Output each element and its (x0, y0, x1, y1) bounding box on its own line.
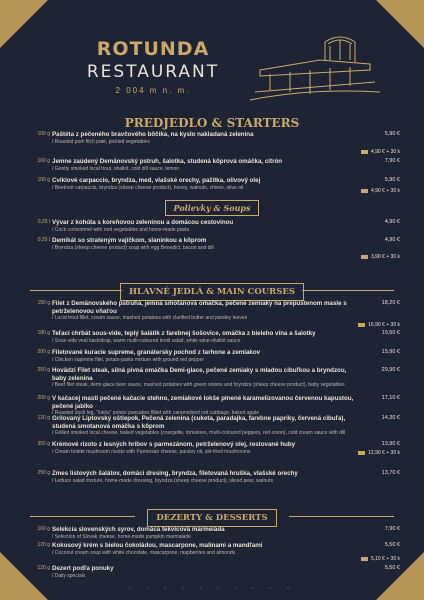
menu-item (0, 131, 424, 145)
menu-item-portion: 100 g (37, 526, 50, 532)
menu-item-description: / Selection of Slovak cheese, home-made pumpkin marmalade (52, 533, 191, 540)
menu-item (0, 349, 424, 363)
half-portion-icon (361, 150, 368, 154)
half-portion-price-text: 4,90 € + 30 k (370, 149, 400, 155)
half-portion-price-text: 12,90 € + 30 k (368, 450, 400, 456)
menu-item (0, 237, 424, 251)
menu-item-portion: 0,25 l (37, 219, 50, 225)
brand-block (68, 38, 238, 95)
menu-item-price: 17,10 € (381, 395, 400, 401)
half-portion-price-text: 4,90 € + 30 k (370, 188, 400, 194)
menu-item-name: Paštéta z pečeného bravčového bôčika, na kyslo nakladaná zelenina (52, 131, 254, 138)
menu-item-portion: 100 g (37, 158, 50, 164)
menu-item-name: Teľací chrbát sous-vide, teplý šalátik z farebnej šošovice, omáčka z bieleho vína a šalotky (52, 330, 316, 337)
menu-item-description: / Local trout fillet, cream sauce, mashed potatoes with clarified butter and parsley leaves (52, 315, 248, 321)
menu-item (0, 330, 424, 344)
menu-item-portion: 250 g (37, 367, 50, 373)
rotunda-building-illustration (250, 30, 380, 110)
menu-item-name: Zmes listových šalátov, domáci dresing, bryndza, filetovaná hruška, vlašské orechy (52, 470, 298, 477)
menu-item-name: Krémové rizoto z lesných hríbov s parmezánom, petrželenový olej, restované huby (52, 441, 296, 448)
menu-item-description: / Cream bolete mushroom risotto with Parmesan cheese, parsley oil, stir-fried mushrooms (52, 448, 251, 455)
menu-item (0, 526, 424, 540)
half-portion-price (330, 556, 400, 562)
menu-item-description: / Cock consommé with root vegetables and home-made pasta (52, 226, 190, 233)
menu-item (0, 415, 424, 439)
section-title-desserts: DEZERTY & DESSERTS (147, 509, 276, 527)
restaurant-subtitle: RESTAURANT (86, 62, 220, 82)
menu-item-portion: 200 g (37, 395, 50, 401)
menu-header (0, 30, 424, 110)
menu-item-name: Hovädzí Filet steak, silná pivná omáčka Demi-glace, pečené zemiaky s mladou cibuľkou a bryndzou, baby zelenina (52, 367, 347, 382)
section-title-starters: PREDJEDLO & STARTERS (124, 116, 300, 130)
half-portion-price (330, 149, 400, 155)
half-portion-price-text: 5,10 € + 30 k (370, 556, 400, 562)
half-portion-icon (358, 451, 365, 455)
menu-item-price: 29,90 € (381, 367, 400, 373)
menu-item (0, 470, 424, 484)
menu-item (0, 300, 424, 321)
menu-item (0, 219, 424, 233)
menu-item-description: / Sous-vide veal backstrap, warm multi-coloured lentil salad, white wine-shallot sauce (52, 337, 241, 344)
menu-item-price: 19,50 € (381, 330, 400, 336)
menu-item-portion: 100 g (37, 131, 50, 137)
menu-item-price: 5,90 € (384, 131, 400, 137)
section-title-soups-wrapper (0, 198, 424, 216)
menu-item-name: Cviklové carpaccio, bryndza, med, vlašské orechy, pažítka, olivový olej (52, 177, 261, 184)
menu-item-price: 14,30 € (381, 415, 400, 421)
half-portion-icon (358, 323, 365, 327)
menu-item-price: 5,50 € (384, 565, 400, 571)
menu-item-name: Dezert podľa ponuky (52, 565, 114, 572)
footer-pattern: ✦ ✦ ✦ ✦ ✦ ✦ ✦ ✦ ✦ ✦ (127, 586, 297, 592)
menu-item-price: 13,90 € (381, 441, 400, 447)
menu-item-description: / Coconut cream soup with white chocolate, mascarpone, raspberries and almonds (52, 549, 236, 556)
menu-item-description: / Roasted duck leg, "lokša" potato pancakes filled with caramelised red cabbage, baked apple (52, 410, 260, 416)
restaurant-name: ROTUNDA (96, 38, 210, 60)
menu-item-description: / Beef filet steak, demi-glace beer sauce, mashed potatoes with green onions and bryndza (sheep cheese product), baby vegetables (52, 382, 345, 388)
menu-item (0, 158, 424, 172)
menu-item-description: / Chicken supreme filet, potato-pasta mixture with ground red pepper (52, 356, 205, 363)
menu-item-name: Filet z Demänovského pstruha, jemná smotanová omáčka, pečené zemiaky na prepustenom masle s petrželenovou vňaťou (52, 300, 347, 315)
menu-item-description: / Beetroot carpaccio, bryndza (sheep cheese product), honey, walnuts, chives, olive oil (52, 184, 244, 191)
menu-item (0, 395, 424, 416)
half-portion-price (330, 254, 400, 260)
menu-item-price: 15,90 € (381, 349, 400, 355)
half-portion-price-text: 16,90 € + 30 k (368, 322, 400, 328)
menu-item-name: Grilovaný Liptovský oštiepok, Pečená zelenina (cuketa, paradajka, farebne papriky, červená cibuľa), studená smotanová omáčka s kôprom (52, 415, 346, 430)
altitude-label: 2 004 m n. m. (115, 86, 191, 95)
menu-item-description: / Lettuce salad mixture, home-made dressing, bryndza (sheep cheese product), sliced pear, walnuts (52, 477, 273, 484)
menu-item-description: / Gently smoked local trout, shallot, cold dill sauce, lemon (52, 165, 180, 172)
menu-item-portion: 0,25 l (37, 237, 50, 243)
menu-item-portion: 150 g (37, 300, 50, 306)
half-portion-price (330, 322, 400, 328)
menu-item-price: 7,90 € (384, 526, 400, 532)
menu-item-portion: 350 g (37, 441, 50, 447)
section-title-mains: HLAVNÉ JEDLÁ & MAIN COURSES (120, 283, 304, 301)
menu-item (0, 542, 424, 556)
menu-item-portion: 100 g (37, 177, 50, 183)
half-portion-price-text: 3,90 € + 30 k (370, 254, 400, 260)
menu-item (0, 367, 424, 391)
menu-item-name: Demikát so strateným vajíčkom, slaninkou a kôprom (52, 237, 207, 244)
menu-item-price: 18,20 € (381, 300, 400, 306)
menu-item-name: Kokosový krém s bielou čokoládou, mascarpone, malinami a mandľami (52, 542, 263, 549)
section-title-desserts-wrapper (0, 507, 424, 527)
menu-item-portion: 200 g (37, 349, 50, 355)
menu-item-price: 13,70 € (381, 470, 400, 476)
menu-item-price: 4,90 € (384, 219, 400, 225)
menu-item-portion: 120 g (37, 415, 50, 421)
menu-item-price: 5,90 € (384, 177, 400, 183)
menu-item-price: 7,90 € (384, 158, 400, 164)
half-portion-icon (361, 189, 368, 193)
menu-item-portion: 120 g (37, 565, 50, 571)
half-portion-price (330, 450, 400, 456)
menu-item-name: Selekcia slovenských syrov, domáca tekvicová marmeláda (52, 526, 225, 533)
menu-item-name: V kačacej masti pečené kačacie stehno, zemiakové lokše plnené karamelizovanou červenou kapustou, pečené jablko (52, 395, 354, 410)
menu-item-price: 5,50 € (384, 542, 400, 548)
section-title-mains-wrapper (0, 281, 424, 301)
menu-item-name: Filetované kuracie supreme, granátersky pochod z tarhone a zemiakov (52, 349, 261, 356)
menu-item-description: / Roasted pork filch paté, pickled vegetables (52, 138, 150, 145)
menu-item-portion: 120 g (37, 542, 50, 548)
half-portion-price (330, 188, 400, 194)
menu-item-description: / Bryndza (sheep cheese product) soup with egg Benedict, bacon and dill (52, 244, 214, 251)
half-portion-icon (361, 255, 368, 259)
section-title-soups: Polievky & Soups (165, 200, 260, 216)
menu-item-price: 4,90 € (384, 237, 400, 243)
menu-item-portion: 180 g (37, 330, 50, 336)
menu-item-name: Jemne zaúdený Demänovský pstruh, šalotka, studená kôprová omáčka, citrón (52, 158, 283, 165)
menu-item-portion: 250 g (37, 470, 50, 476)
half-portion-icon (361, 557, 368, 561)
menu-item-description: / Grilled smoked local cheese, baked vegetables (courgette, tomatoes, multi-coloured peppers, red onion), cold cream sauce with dill (52, 430, 346, 436)
menu-item (0, 565, 424, 579)
menu-item-name: Vývar z kohúta s koreňovou zeleninou a domácou cestovinou (52, 219, 234, 226)
menu-item-description: / Daily specials (52, 572, 86, 579)
